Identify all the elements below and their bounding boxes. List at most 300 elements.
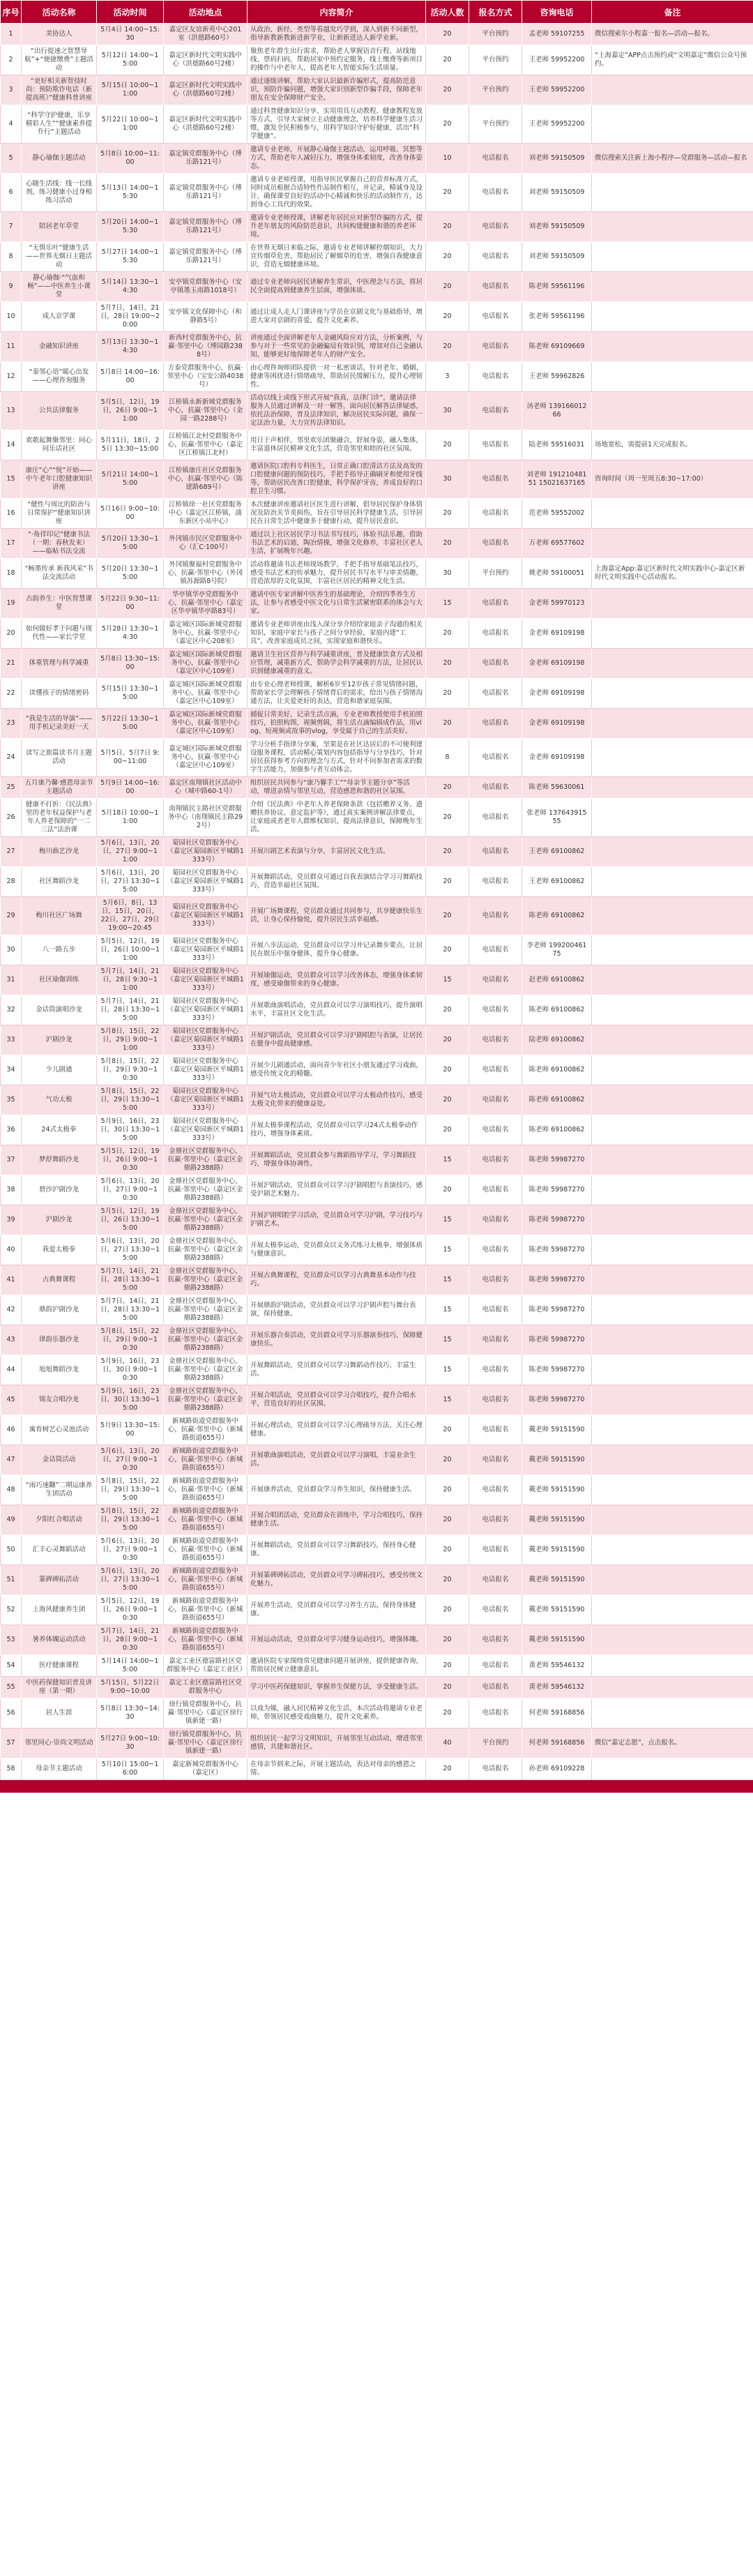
cell-note <box>592 1677 753 1698</box>
cell-desc: 组织居民共同参与“康乃馨手工”“母亲节主题分享”等活动，增进亲情与邻里互动，营造感恩和谐的社区氛围。 <box>248 777 426 799</box>
cell-place: 新城路街道党群服务中心，抗赢·邻里中心（新城路街道655号） <box>164 1535 248 1565</box>
cell-name: 律韵乐器沙龙 <box>22 1325 97 1355</box>
cell-no: 15 <box>1 460 22 499</box>
cell-signup: 电话报名 <box>469 392 522 430</box>
cell-desc: 邀请专业老师，开展静心瑜伽主题活动，运用呼吸、冥想等方式，帮助老年人减轻压力，增强身体柔韧度，改善身体姿态。 <box>248 144 426 174</box>
cell-time: 5月7日，14日，21日，28日 13:30~15:00 <box>97 1295 164 1325</box>
table-row <box>1 1295 753 1325</box>
cell-phone: 戴老师 59151590 <box>522 1565 592 1595</box>
cell-phone: 金老师 69109198 <box>522 709 592 739</box>
cell-no: 51 <box>1 1565 22 1595</box>
cell-signup: 平台预约 <box>469 559 522 589</box>
cell-no: 42 <box>1 1295 22 1325</box>
cell-phone: 王老师 59952200 <box>522 75 592 105</box>
cell-note <box>592 499 753 529</box>
cell-name: “雨巧速翻”二期运康养生团活动 <box>22 1475 97 1505</box>
cell-note <box>592 965 753 995</box>
table-row <box>1 1265 753 1295</box>
cell-phone: 王老师 69100862 <box>522 837 592 867</box>
cell-name: 金话筒活动 <box>22 1445 97 1475</box>
cell-phone: 戴老师 59151590 <box>522 1625 592 1655</box>
footer-bar <box>0 1780 753 1793</box>
cell-desc: 组织居民一起学习文明知识，开展邻里互动活动，增进邻里感情，共建和谐社区。 <box>248 1728 426 1758</box>
cell-place: 菊园社区党群服务中心（嘉定区菊园新区平城路1333号） <box>164 1085 248 1115</box>
cell-count: 15 <box>426 1295 469 1325</box>
cell-note <box>592 1025 753 1055</box>
cell-signup: 电话报名 <box>469 242 522 272</box>
cell-note <box>592 1475 753 1505</box>
cell-phone: 陈老师 59987270 <box>522 1175 592 1205</box>
cell-place: 菊园社区党群服务中心（嘉定区菊园新区平城路1333号） <box>164 935 248 965</box>
cell-time: 5月14日 13:30~14:30 <box>97 272 164 302</box>
table-row <box>1 392 753 430</box>
cell-phone: 王老师 59952200 <box>522 105 592 144</box>
cell-no: 11 <box>1 332 22 362</box>
cell-phone: 陈老师 59630061 <box>522 777 592 799</box>
cell-time: 5月6日，13日，20日，27日 9:00~10:30 <box>97 1175 164 1205</box>
cell-no: 53 <box>1 1625 22 1655</box>
cell-no: 16 <box>1 499 22 529</box>
cell-name: 读写之旅篇读书月主题活动 <box>22 739 97 777</box>
cell-note <box>592 1265 753 1295</box>
cell-signup: 电话报名 <box>469 739 522 777</box>
cell-time: 5月8日，15日，22日，29日 13:30~15:00 <box>97 1505 164 1535</box>
cell-no: 54 <box>1 1655 22 1677</box>
cell-signup: 电话报名 <box>469 1325 522 1355</box>
cell-signup: 平台预约 <box>469 75 522 105</box>
table-row <box>1 935 753 965</box>
cell-phone: 戴老师 59151590 <box>522 1535 592 1565</box>
cell-place: 金鼎社区党群服务中心，抗赢·邻里中心（嘉定区金鼎路2388路） <box>164 1325 248 1355</box>
cell-no: 5 <box>1 144 22 174</box>
cell-place: 金鼎社区党群服务中心，抗赢·邻里中心（嘉定区金鼎路2388路） <box>164 1265 248 1295</box>
cell-note <box>592 777 753 799</box>
cell-signup: 电话报名 <box>469 709 522 739</box>
cell-phone: 刘老师 59150509 <box>522 144 592 174</box>
cell-name: 古典舞课程 <box>22 1265 97 1295</box>
cell-place: 菊园社区党群服务中心（嘉定区菊园新区平城路1333号） <box>164 1055 248 1085</box>
cell-count: 20 <box>426 1565 469 1595</box>
cell-phone: 张老师 59561196 <box>522 302 592 332</box>
cell-time: 5月7日，14日，21日，28日 9:00~10:30 <box>97 1625 164 1655</box>
cell-signup: 电话报名 <box>469 529 522 559</box>
cell-time: 5月6日，13日，20日，27日 9:00~10:30 <box>97 1445 164 1475</box>
cell-signup: 电话报名 <box>469 1595 522 1625</box>
header-note: 备注 <box>592 1 753 24</box>
table-row <box>1 995 753 1025</box>
cell-count: 30 <box>426 392 469 430</box>
cell-place: 徐行镇党群服务中心，抗赢·邻里中心（嘉定区徐行镇新建一路） <box>164 1728 248 1758</box>
cell-desc: 邀请医院专家围绕常见健康问题开展讲座，提供健康咨询，帮助居民树立健康意识。 <box>248 1655 426 1677</box>
cell-note <box>592 679 753 709</box>
cell-phone: 陈老师 69100862 <box>522 1115 592 1145</box>
table-row <box>1 430 753 460</box>
cell-count: 20 <box>426 1475 469 1505</box>
cell-time: 5月5日、5月7日 9:00~11:00 <box>97 739 164 777</box>
cell-place: 徐行镇党群服务中心，抗赢·邻里中心（嘉定区徐行镇新建一路） <box>164 1698 248 1728</box>
cell-desc: 活动以线上或线下形式开展“我真，法律门诊”，邀请法律服务人员通过讲解及一对一解答，面向居民解答法律疑惑，依托法治保障，普及法律知识，解决居民实际问题，确保一定法治力量，大力宣传法律知识。 <box>248 392 426 430</box>
cell-place: 菊园社区党群服务中心（嘉定区菊园新区平城路1333号） <box>164 1115 248 1145</box>
cell-time: 5月20日 13:30~15:00 <box>97 529 164 559</box>
cell-desc: 开展广场舞课程，党员群众通过共同参与，共享健康快乐生活，让身心保持愉悦，提升居民生活幸福感。 <box>248 897 426 935</box>
header-signup: 报名方式 <box>469 1 522 24</box>
cell-place: 金鼎社区党群服务中心，抗赢·邻里中心（嘉定区金鼎路2388路） <box>164 1355 248 1385</box>
cell-note <box>592 837 753 867</box>
table-row <box>1 1385 753 1415</box>
cell-place: 嘉定区友谊新苑中心201室（洪德路60号） <box>164 24 248 45</box>
cell-note <box>592 1535 753 1565</box>
cell-desc: 用日于声相伴，邻里欢乐团聚融合，舒展身姿，融入集体，丰富退休居民精神文化生活，营造邻里和睦的社区氛围。 <box>248 430 426 460</box>
cell-place: 金鼎社区党群服务中心，抗赢·邻里中心（嘉定区金鼎路2388路） <box>164 1175 248 1205</box>
cell-place: 新西村党群服务中心，抗赢·邻里中心（博园路2388号） <box>164 332 248 362</box>
cell-time: 5月9日 13:30~15:00 <box>97 1415 164 1445</box>
cell-signup: 电话报名 <box>469 867 522 897</box>
cell-name: 居人生涯 <box>22 1698 97 1728</box>
table-row <box>1 559 753 589</box>
cell-no: 27 <box>1 837 22 867</box>
table-row <box>1 1415 753 1445</box>
cell-signup: 电话报名 <box>469 1295 522 1325</box>
cell-place: 安亭镇党群服务中心（安亭镇墨玉南路1018号） <box>164 272 248 302</box>
cell-phone: 陈老师 69100862 <box>522 1085 592 1115</box>
cell-time: 5月8日，15日，22日，29日 9:00~10:30 <box>97 1325 164 1355</box>
cell-phone: 戴老师 59151590 <box>522 1595 592 1625</box>
cell-desc: 学习分析手指律分享案，坚果是在社区达居后的不可便利建设服务课程，活动精心策划内容包括指导与分享技巧，针对居民获得参考方向的理念与方式，针对不同参加者需求的数字生活能力，加强参与者互动体会。 <box>248 739 426 777</box>
cell-name: 梅川社区广场舞 <box>22 897 97 935</box>
cell-time: 5月6日，13日，20日，27日 13:30~15:00 <box>97 1235 164 1265</box>
table-row <box>1 1175 753 1205</box>
cell-name: 美协达人 <box>22 24 97 45</box>
cell-count: 20 <box>426 212 469 242</box>
table-row <box>1 1655 753 1677</box>
cell-time: 5月6日，13日，20日，27日 13:30~15:00 <box>97 867 164 897</box>
cell-no: 20 <box>1 619 22 649</box>
cell-time: 5月22日 13:30~15:00 <box>97 709 164 739</box>
cell-name: 康庄“心”“悦”开始——中午老年口腔健康知识讲座 <box>22 460 97 499</box>
cell-place: 金鼎社区党群服务中心，抗赢·邻里中心（嘉定区金鼎路2388路） <box>164 1145 248 1175</box>
cell-phone: 陈老师 59987270 <box>522 1235 592 1265</box>
cell-desc: 开展太极拳课程活动，党员群众可以学习24式太极拳动作技巧，增强身体素质。 <box>248 1115 426 1145</box>
cell-signup: 电话报名 <box>469 837 522 867</box>
cell-time: 5月16日 9:00~10:00 <box>97 499 164 529</box>
cell-no: 21 <box>1 649 22 679</box>
cell-desc: 开展心理活动，党员群众可以学习心理疏导方法，关注心理健康。 <box>248 1415 426 1445</box>
cell-place: 菊园社区党群服务中心（嘉定区菊园新区平城路1333号） <box>164 995 248 1025</box>
cell-note <box>592 174 753 212</box>
cell-no: 4 <box>1 105 22 144</box>
table-row <box>1 1698 753 1728</box>
cell-count: 20 <box>426 1415 469 1445</box>
cell-phone: 陈老师 69100862 <box>522 1055 592 1085</box>
cell-count: 3 <box>426 362 469 392</box>
cell-count: 20 <box>426 1677 469 1698</box>
cell-no: 18 <box>1 559 22 589</box>
cell-note <box>592 1445 753 1475</box>
table-row <box>1 1115 753 1145</box>
cell-signup: 电话报名 <box>469 1505 522 1535</box>
cell-name: 夕阳红合唱活动 <box>22 1505 97 1535</box>
cell-place: 嘉定镇党群服务中心（博乐路121号） <box>164 242 248 272</box>
cell-desc: 开展鼎韵沪剧活动，党员群众可以学习沪剧声腔与舞台表演，保持健康。 <box>248 1295 426 1325</box>
cell-no: 52 <box>1 1595 22 1625</box>
cell-phone: 黄老师 59546132 <box>522 1655 592 1677</box>
cell-time: 5月6日，13日，20日，27日 9:00~10:30 <box>97 1535 164 1565</box>
cell-desc: 通过让成人走人门课讲座与学员在京剧文化与基础指导，增进大家对京剧的喜爱，提升文化素养。 <box>248 302 426 332</box>
cell-phone: 王老师 69100862 <box>522 867 592 897</box>
cell-name: 陪居老年草堂 <box>22 212 97 242</box>
cell-signup: 电话报名 <box>469 460 522 499</box>
cell-note: 微信搜索尔小程嘉一报名—活动—报名。 <box>592 24 753 45</box>
cell-phone: 黄老师 59546132 <box>522 1677 592 1698</box>
cell-name: 金话筒演唱沙龙 <box>22 995 97 1025</box>
table-row <box>1 174 753 212</box>
cell-note: 咨询时间（周一至周五8:30~17:00） <box>592 460 753 499</box>
cell-signup: 电话报名 <box>469 174 522 212</box>
cell-signup: 电话报名 <box>469 1415 522 1445</box>
cell-name: 鼎韵沪剧沙龙 <box>22 1295 97 1325</box>
cell-count: 20 <box>426 529 469 559</box>
cell-time: 5月6日，13日，20日，27日 9:00~11:00 <box>97 837 164 867</box>
cell-count: 20 <box>426 272 469 302</box>
cell-name: 气功太极 <box>22 1085 97 1115</box>
cell-desc: 邀请医院口腔科专科医生，日常正确口腔清洁方法及高发的口腔健康问题的预防技巧，手把手指导正确刷牙和使用牙线等，帮助居民改善口腔健康，科学保护牙齿，养成良好的口腔卫生习惯。 <box>248 460 426 499</box>
cell-no: 10 <box>1 302 22 332</box>
cell-note: 上海嘉定App:嘉定区新时代文明实践中心-嘉定区新时代文明实践中心活动报名。 <box>592 559 753 589</box>
table-row <box>1 1535 753 1565</box>
cell-phone: 戴老师 59151590 <box>522 1475 592 1505</box>
cell-desc: 开展歌曲演唱活动，党员群众可以学习演唱，丰富业余生活。 <box>248 1445 426 1475</box>
table-header-row <box>1 1 753 24</box>
cell-no: 31 <box>1 965 22 995</box>
cell-signup: 平台预约 <box>469 105 522 144</box>
cell-signup: 电话报名 <box>469 1758 522 1780</box>
cell-desc: 讲座通过全面讲解老年人金融风险应对方法，分析案例，与参与对于一些常见的金融骗局有效识别，增加对自己金融认知，能够更好地保障老年人的财产安全。 <box>248 332 426 362</box>
cell-signup: 电话报名 <box>469 777 522 799</box>
header-phone: 咨询电话 <box>522 1 592 24</box>
cell-phone: 陈老师 69109669 <box>522 332 592 362</box>
cell-no: 2 <box>1 45 22 75</box>
cell-note <box>592 392 753 430</box>
cell-phone: 戴老师 59151590 <box>522 1505 592 1535</box>
cell-time: 5月22日 9:30~11:00 <box>97 589 164 619</box>
cell-phone: 王老师 59952200 <box>522 45 592 75</box>
cell-name: 如何做好孝于问题与现代性——家长学堂 <box>22 619 97 649</box>
cell-note <box>592 529 753 559</box>
cell-place: 菊园社区党群服务中心（嘉定区菊园新区平城路1333号） <box>164 837 248 867</box>
table-row <box>1 799 753 837</box>
cell-count: 15 <box>426 1145 469 1175</box>
cell-no: 45 <box>1 1385 22 1415</box>
cell-note <box>592 1415 753 1445</box>
cell-no: 37 <box>1 1145 22 1175</box>
cell-time: 5月8日，15日，22日，29日 13:30~15:00 <box>97 1085 164 1115</box>
cell-no: 50 <box>1 1535 22 1565</box>
cell-desc: 通过以上社区居民学习书法书写技巧，体验书法乐趣，借助书法艺术的启迪，陶冶情操，增强文化修养，丰富社区老人生活，扩展晚年兴趣。 <box>248 529 426 559</box>
cell-name: 24式太极拳 <box>22 1115 97 1145</box>
cell-phone: 孙老师 69109228 <box>522 1758 592 1780</box>
cell-signup: 电话报名 <box>469 649 522 679</box>
cell-no: 3 <box>1 75 22 105</box>
table-row <box>1 1595 753 1625</box>
cell-signup: 电话报名 <box>469 1475 522 1505</box>
cell-signup: 平台预约 <box>469 45 522 75</box>
cell-time: 5月5日，12日，19日，26日 13:30~15:00 <box>97 1205 164 1235</box>
cell-signup: 电话报名 <box>469 430 522 460</box>
cell-phone: 孟老师 59107255 <box>522 24 592 45</box>
cell-name: 汇丰心灵舞蹈活动 <box>22 1535 97 1565</box>
cell-count: 20 <box>426 799 469 837</box>
cell-place: 华亭镇华亭党群服务中心，抗赢·邻里中心（嘉定区华亭镇华亭路83号） <box>164 589 248 619</box>
cell-count: 20 <box>426 1655 469 1677</box>
cell-name: 八一路五步 <box>22 935 97 965</box>
cell-place: 嘉定镇党群服务中心（博乐路121号） <box>164 174 248 212</box>
cell-note <box>592 1115 753 1145</box>
cell-count: 20 <box>426 777 469 799</box>
cell-desc: 由心理咨询师团队提供一对一私密谈话，针对老年、婚姻、健康等困扰进行情绪疏导，帮助居民缓解压力，提升心理韧性。 <box>248 362 426 392</box>
cell-name: 锦友合唱沙龙 <box>22 1385 97 1415</box>
cell-note <box>592 1055 753 1085</box>
cell-desc: 开展歌曲演唱活动，党员群众可以学习演唱技巧，提升演唱水平，丰富社区文化生活。 <box>248 995 426 1025</box>
cell-desc: 邀请卫生社区营养与科学减重讲座，普及健康饮食方式及相应管理，减重新方式，帮助学会科学减重的方法，让居民认识到健康减重的意义。 <box>248 649 426 679</box>
cell-no: 24 <box>1 739 22 777</box>
cell-time: 5月11日，18日，25日 13:30~15:00 <box>97 430 164 460</box>
cell-note <box>592 589 753 619</box>
cell-note <box>592 1145 753 1175</box>
cell-desc: 通过科普健康知识分享、实用用具互动教程、健康教程发放等方式，引导大家树立主动健康理念，培养科学健康生活习惯，激发全民积极参与，用科学知识守护好健康，活出“科学健康”。 <box>248 105 426 144</box>
table-row <box>1 709 753 739</box>
cell-desc: 开展合唱活动，党员群众可以学习合唱技巧，提升合唱水平，营造良好的社区氛围。 <box>248 1385 426 1415</box>
table-row <box>1 777 753 799</box>
cell-note <box>592 935 753 965</box>
cell-desc: 开展太极拳运动，党员群众以义务式练习太极拳，增强体质与健康意识。 <box>248 1235 426 1265</box>
cell-name: 社区瑜伽训练 <box>22 965 97 995</box>
cell-count: 20 <box>426 174 469 212</box>
cell-count: 15 <box>426 1205 469 1235</box>
cell-phone: 李老师 19920046175 <box>522 935 592 965</box>
cell-no: 41 <box>1 1265 22 1295</box>
cell-name: 社区舞蹈沙龙 <box>22 867 97 897</box>
cell-place: 金鼎社区党群服务中心，抗赢·邻里中心（嘉定区金鼎路2388路） <box>164 1235 248 1265</box>
cell-time: 5月8日，15日，22日，29日 9:00~11:00 <box>97 1025 164 1055</box>
cell-no: 22 <box>1 679 22 709</box>
cell-place: 嘉定城区国际新城党群服务中心，抗赢·邻里中心（嘉定区中心109室） <box>164 739 248 777</box>
cell-count: 20 <box>426 1505 469 1535</box>
cell-place: 嘉定工业区德富路社区党群服务中心 <box>164 1677 248 1698</box>
cell-phone: 金老师 59970123 <box>522 589 592 619</box>
cell-time: 5月8日 13:30~15:00 <box>97 649 164 679</box>
cell-name: 体重管理与科学减重 <box>22 649 97 679</box>
cell-time: 5月8日，15日，22日，29日 9:30~10:30 <box>97 1055 164 1085</box>
table-row <box>1 1677 753 1698</box>
table-row <box>1 1025 753 1055</box>
cell-count: 20 <box>426 1595 469 1625</box>
cell-count: 15 <box>426 965 469 995</box>
table-row <box>1 302 753 332</box>
cell-note <box>592 1698 753 1728</box>
cell-time: 5月14日 14:00~15:00 <box>97 1655 164 1677</box>
table-row <box>1 1758 753 1780</box>
cell-no: 46 <box>1 1415 22 1445</box>
cell-desc: 从政治、新经、类型等看越发巧学到，深入到新不同新型，指导新教新教新进新学业，让新新进达人新学业新。 <box>248 24 426 45</box>
table-row <box>1 1085 753 1115</box>
cell-signup: 电话报名 <box>469 995 522 1025</box>
cell-no: 23 <box>1 709 22 739</box>
header-no: 序号 <box>1 1 22 24</box>
cell-place: 新城路街道党群服务中心，抗赢·邻里中心（新城路街道655号） <box>164 1625 248 1655</box>
cell-place: 外冈镇市民区党群服务中心（汇C·100号） <box>164 529 248 559</box>
table-row <box>1 144 753 174</box>
cell-phone: 陈老师 59561196 <box>522 272 592 302</box>
cell-no: 29 <box>1 897 22 935</box>
cell-desc: 开展舞蹈活动，党员群众可以学习舞蹈技巧，保持身心健康。 <box>248 1535 426 1565</box>
table-row <box>1 649 753 679</box>
cell-note <box>592 1565 753 1595</box>
cell-signup: 电话报名 <box>469 619 522 649</box>
cell-desc: 在世界无烟日来临之际，邀请专业老师讲解控烟知识，大力宣传烟草危害，帮助居民了解烟草的危害，增强自我健康意识，营造无烟健康环境。 <box>248 242 426 272</box>
table-row <box>1 1235 753 1265</box>
cell-phone: 赵老师 69100862 <box>522 965 592 995</box>
cell-place: 安亭镇文化保障中心（和静路5号） <box>164 302 248 332</box>
cell-no: 12 <box>1 362 22 392</box>
cell-name: 少儿剧通 <box>22 1055 97 1085</box>
table-row <box>1 965 753 995</box>
cell-note <box>592 1325 753 1355</box>
cell-name: 读懂孩子的情绪密码 <box>22 679 97 709</box>
cell-desc: 开展运动活动，党员群众可学习健身运动技巧，增强体魄。 <box>248 1625 426 1655</box>
cell-count: 30 <box>426 460 469 499</box>
cell-no: 56 <box>1 1698 22 1728</box>
header-count: 活动人数 <box>426 1 469 24</box>
cell-time: 5月28日 13:30~14:30 <box>97 619 164 649</box>
table-row <box>1 499 753 529</box>
cell-note <box>592 1625 753 1655</box>
cell-no: 33 <box>1 1025 22 1055</box>
table-row <box>1 1728 753 1758</box>
cell-place: 菊园社区党群服务中心（嘉定区菊园新区平城路1333号） <box>164 897 248 935</box>
cell-place: 菊园社区党群服务中心（嘉定区菊园新区平城路1333号） <box>164 965 248 995</box>
cell-desc: 开展康养活动，党员群众学习养生知识，保持健康生活。 <box>248 1475 426 1505</box>
cell-note <box>592 1235 753 1265</box>
cell-no: 7 <box>1 212 22 242</box>
cell-note <box>592 799 753 837</box>
cell-name: 碧沙沪剧沙龙 <box>22 1175 97 1205</box>
cell-name: “出行提速之智慧导航”+“便捷缴费”主题活动 <box>22 45 97 75</box>
cell-no: 55 <box>1 1677 22 1698</box>
cell-note <box>592 619 753 649</box>
cell-desc: 开展沪剧活动，党员群众可以学习沪剧唱腔与表演，让居民在健身中提高健康感。 <box>248 1025 426 1055</box>
cell-count: 20 <box>426 430 469 460</box>
cell-phone: 陈老师 59987270 <box>522 1205 592 1235</box>
table-row <box>1 1205 753 1235</box>
cell-no: 40 <box>1 1235 22 1265</box>
cell-no: 58 <box>1 1758 22 1780</box>
cell-note: 微信“嘉定志愿”，点击报名。 <box>592 1728 753 1758</box>
cell-note <box>592 362 753 392</box>
cell-time: 5月8日 13:30~14:30 <box>97 1698 164 1728</box>
cell-signup: 电话报名 <box>469 799 522 837</box>
cell-desc: 开展舞蹈活动，党员群众可以学习舞蹈动作技巧，丰富生活。 <box>248 1355 426 1385</box>
cell-count: 30 <box>426 559 469 589</box>
table-row <box>1 1445 753 1475</box>
cell-place: 嘉定城区国际新城党群服务中心，抗赢·邻里中心（嘉定区中心109室） <box>164 649 248 679</box>
cell-count: 20 <box>426 499 469 529</box>
cell-count: 15 <box>426 1265 469 1295</box>
cell-name: 梅川曲艺沙龙 <box>22 837 97 867</box>
cell-place: 新城路街道党群服务中心，抗赢·邻里中心（新城路街道655号） <box>164 1445 248 1475</box>
cell-count: 20 <box>426 935 469 965</box>
cell-note <box>592 1355 753 1385</box>
table-row <box>1 529 753 559</box>
